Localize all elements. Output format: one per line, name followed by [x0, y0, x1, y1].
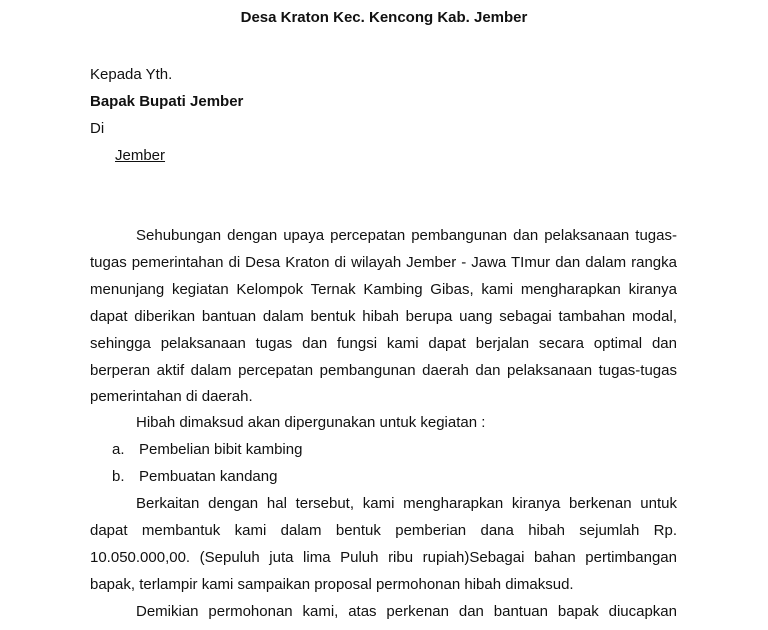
paragraph-line: pemerintahan di daerah. — [90, 388, 253, 405]
paragraph-line: dapat membantuk kami dalam bentuk pemberian dana hibah sejumlah Rp. — [90, 522, 677, 539]
paragraph-line: 10.050.000,00. (Sepuluh juta lima Puluh ribu rupiah)Sebagai bahan pertimbangan — [90, 549, 677, 566]
recipient-name: Bapak Bupati Jember — [90, 93, 244, 110]
list-marker: a. — [112, 441, 125, 458]
paragraph-line: Berkaitan dengan hal tersebut, kami mengharapkan kiranya berkenan untuk — [136, 495, 677, 512]
paragraph-line: Sehubungan dengan upaya percepatan pembangunan dan pelaksanaan tugas- — [136, 227, 677, 244]
paragraph-line: berperan aktif dalam percepatan pembangunan daerah dan pelaksanaan tugas-tugas — [90, 362, 677, 379]
paragraph-line: Demikian permohonan kami, atas perkenan dan bantuan bapak diucapkan — [136, 603, 677, 620]
recipient-salutation: Kepada Yth. — [90, 66, 173, 83]
paragraph-line: bapak, terlampir kami sampaikan proposal permohonan hibah dimaksud. — [90, 576, 574, 593]
list-marker: b. — [112, 468, 125, 485]
paragraph-line: menunjang kegiatan Kelompok Ternak Kambing Gibas, kami mengharapkan kiranya — [90, 281, 677, 298]
paragraph-line: tugas pemerintahan di Desa Kraton di wilayah Jember - Jawa TImur dan dalam rangka — [90, 254, 677, 271]
paragraph-line: dapat diberikan bantuan dalam bentuk hibah berupa uang sebagai tambahan modal, — [90, 308, 677, 325]
recipient-preposition: Di — [90, 120, 105, 137]
document-header: Desa Kraton Kec. Kencong Kab. Jember — [240, 9, 528, 26]
paragraph-line: sehingga pelaksanaan tugas dan fungsi kami dapat berjalan secara optimal dan — [90, 335, 677, 352]
list-item: Pembuatan kandang — [139, 468, 278, 485]
list-item: Pembelian bibit kambing — [139, 441, 303, 458]
recipient-location: Jember — [115, 147, 166, 164]
paragraph-2-intro: Hibah dimaksud akan dipergunakan untuk kegiatan : — [136, 414, 486, 431]
